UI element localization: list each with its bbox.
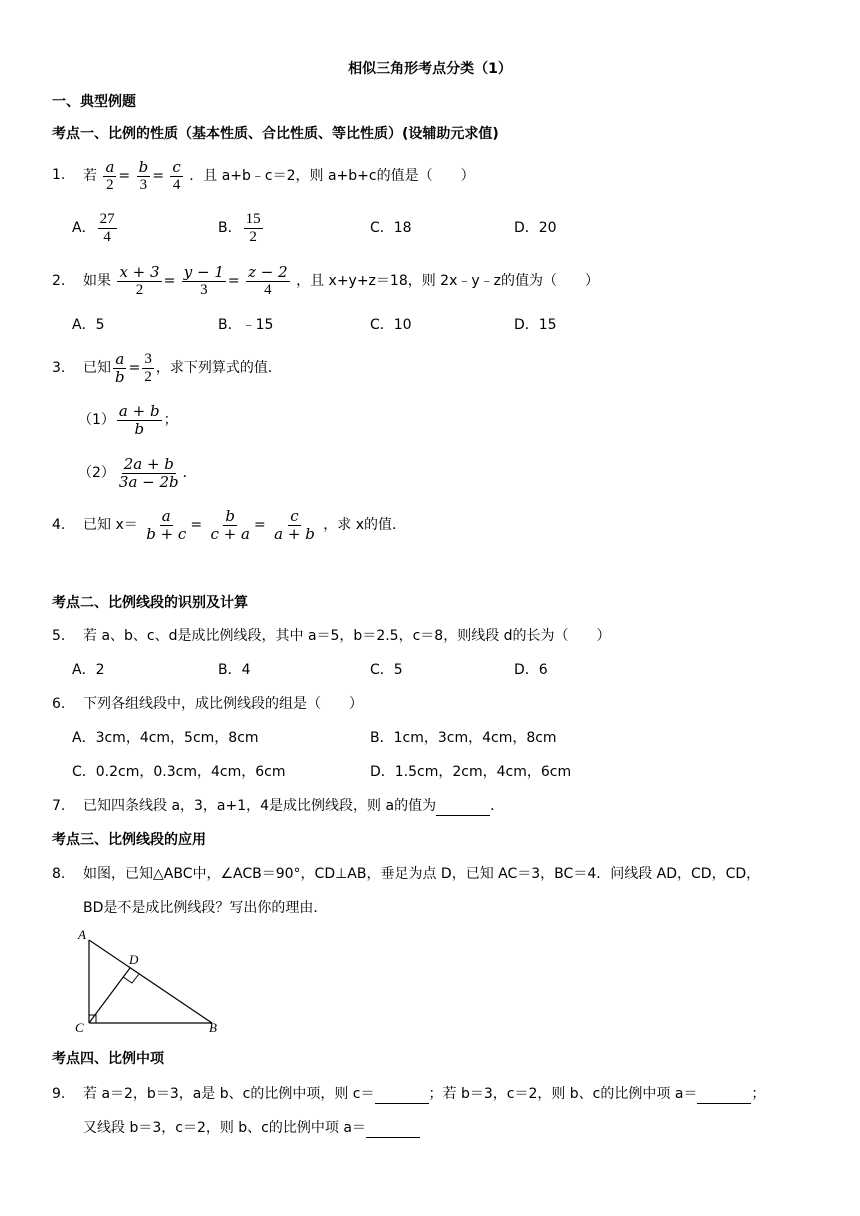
- q2-number: 2.: [52, 273, 66, 289]
- section-heading: 一、典型例题: [52, 94, 136, 110]
- label-d: D: [129, 952, 139, 967]
- q9-blank-c[interactable]: [375, 1089, 429, 1104]
- kp2-heading: 考点二、比例线段的识别及计算: [52, 595, 248, 611]
- q9-blank-a2[interactable]: [366, 1123, 420, 1138]
- q5-stem: 若 a、b、c、d是成比例线段，其中 a＝5，b＝2.5，c＝8，则线段 d的长为（ ）: [83, 628, 611, 644]
- q1-mid: ．且 a+b﹣c＝2，则 a+b+c的值是（ ）: [189, 168, 475, 184]
- q5-option-c: C．5: [370, 662, 403, 678]
- q8-number: 8.: [52, 866, 66, 882]
- label-b: B: [209, 1020, 217, 1035]
- q7-stem: 已知四条线段 a，3，a+1，4是成比例线段，则 a的值为 ．: [83, 798, 505, 814]
- q2-option-a: A．5: [72, 317, 105, 333]
- q5-option-b: B．4: [218, 662, 251, 678]
- q4-stem: 已知 x＝ $\frac{a}{b + c}$ = $\frac{b}{c + a}$ = $\frac{c}{a + b}$ ，求 x的值．: [83, 506, 406, 543]
- q9-line2: 又线段 b＝3，c＝2，则 b、c的比例中项 a＝: [83, 1118, 420, 1138]
- q6-option-d: D．1.5cm，2cm，4cm，6cm: [370, 764, 572, 780]
- q2-option-b: B．﹣15: [218, 317, 274, 333]
- q2-option-c: C．10: [370, 317, 412, 333]
- q1-frac-b: $\frac{b}{3}$: [138, 157, 149, 193]
- page-title: 相似三角形考点分类（1）: [348, 61, 512, 77]
- q5-option-d: D．6: [514, 662, 548, 678]
- q6-option-a: A．3cm，4cm，5cm，8cm: [72, 730, 259, 746]
- q8-line1: 如图，已知△ABC中，∠ACB＝90°，CD⊥AB，垂足为点 D，已知 AC＝3，BC＝4．问线段 AD，CD，CD，: [83, 866, 761, 882]
- label-a: A: [78, 927, 86, 942]
- q1-stem: 若 $\frac{a}{2}$ = $\frac{b}{3}$ = $\frac{c}{4}$ ．且 a+b﹣c＝2，则 a+b+c的值是（ ）: [83, 157, 475, 193]
- q2-frac-x: $\frac{x + 3}{2}$: [119, 262, 160, 298]
- q6-option-c: C．0.2cm，0.3cm，4cm，6cm: [72, 764, 286, 780]
- q1-option-a: A． $\frac{27}{4}$: [72, 210, 115, 245]
- q1-frac-a: $\frac{a}{2}$: [105, 157, 115, 193]
- q2-option-d: D．15: [514, 317, 557, 333]
- q7-answer-blank[interactable]: [436, 801, 490, 816]
- q9-number: 9.: [52, 1086, 66, 1102]
- q6-number: 6.: [52, 696, 66, 712]
- q3-number: 3.: [52, 360, 66, 376]
- kp4-heading: 考点四、比例中项: [52, 1051, 164, 1067]
- q9-line1: 若 a＝2，b＝3，a是 b、c的比例中项，则 c＝ ；若 b＝3，c＝2，则 b、c的比例中项 a＝ ；: [83, 1086, 766, 1102]
- q9-blank-a1[interactable]: [697, 1089, 751, 1104]
- q6-stem: 下列各组线段中，成比例线段的组是（ ）: [83, 696, 363, 712]
- q3-stem: 已知 $\frac{a}{b}$ = $\frac{3}{2}$ ，求下列算式的值．: [83, 349, 282, 386]
- q2-stem: 如果 $\frac{x + 3}{2}$ = $\frac{y - 1}{3}$ = $\frac{z - 2}{4}$ ，且 x+y+z＝18，则 2x﹣y﹣z的值为（ ）: [83, 262, 599, 298]
- q1-pre: 若: [83, 168, 97, 184]
- q1-option-b: B． $\frac{15}{2}$: [218, 210, 261, 245]
- kp1-heading: 考点一、比例的性质（基本性质、合比性质、等比性质）(设辅助元求值): [52, 126, 499, 142]
- triangle-figure: [70, 926, 230, 1036]
- q2-frac-y: $\frac{y - 1}{3}$: [183, 262, 224, 298]
- q3-part1: （1） $\frac{a + b}{b}$ ；: [78, 401, 178, 438]
- q8-line2: BD是不是成比例线段？写出你的理由．: [83, 900, 328, 916]
- q1-option-d: D．20: [514, 220, 557, 236]
- q2-frac-z: $\frac{z - 2}{4}$: [248, 262, 288, 298]
- q6-option-b: B．1cm，3cm，4cm，8cm: [370, 730, 557, 746]
- q3-part2: （2） $\frac{2a + b}{3a - 2b}$ ．: [78, 454, 197, 491]
- q7-number: 7.: [52, 798, 66, 814]
- kp3-heading: 考点三、比例线段的应用: [52, 832, 206, 848]
- q1-frac-c: $\frac{c}{4}$: [172, 157, 181, 193]
- q1-option-c: C．18: [370, 220, 412, 236]
- label-c: C: [75, 1020, 84, 1035]
- q5-option-a: A．2: [72, 662, 105, 678]
- q5-number: 5.: [52, 628, 66, 644]
- q4-number: 4.: [52, 517, 66, 533]
- q1-number: 1.: [52, 167, 66, 183]
